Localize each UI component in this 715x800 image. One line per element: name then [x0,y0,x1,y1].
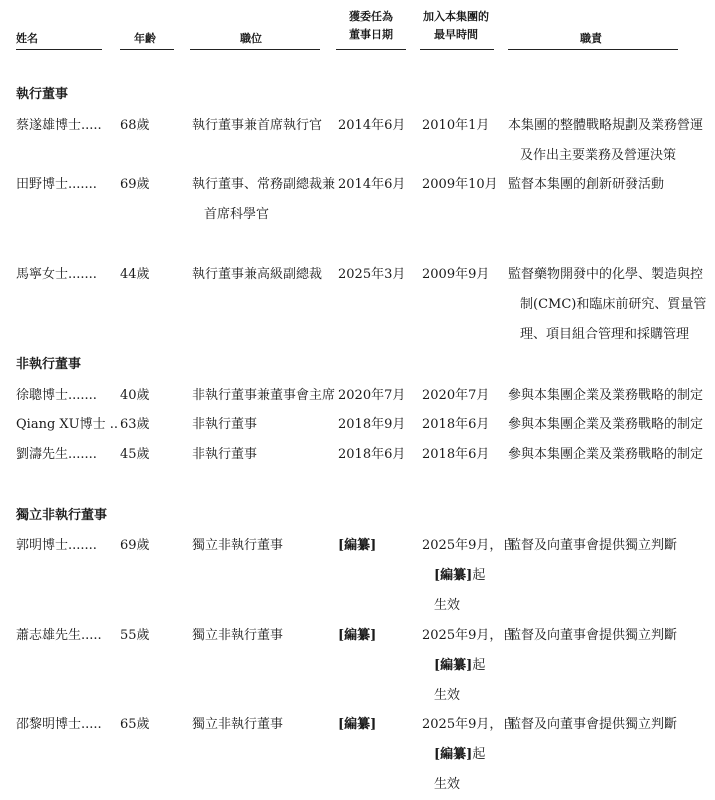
cell-duties [508,531,677,561]
header-underline-appointment [336,49,406,50]
cell-age [120,710,150,740]
cell-age-line: 55歲 [120,628,150,643]
header-underline-position [190,49,320,50]
cell-duties [508,111,703,171]
cell-join [422,440,489,470]
cell-duties-line: 參與本集團企業及業務戰略的制定 [508,447,704,462]
header-underline-name [16,49,102,50]
cell-duties [508,381,703,411]
cell-appoint [338,410,405,440]
header-age: 年齡 [134,32,156,45]
cell-name [16,410,118,440]
header-appointment-date [338,8,404,44]
header-position: 職位 [240,32,262,45]
cell-appoint-line: 2014年6月 [338,118,406,133]
cell-duties-line: 及作出主要業務及營運決策 [520,148,677,163]
cell-name-line: 劉濤先生....... [16,447,97,462]
cell-join-line: 2009年10月 [422,177,498,192]
cell-appoint [338,260,405,290]
cell-position-line: 獨立非執行董事 [192,628,284,643]
header-join-date-line2: 最早時間 [434,28,478,41]
cell-position [192,381,335,411]
cell-name [16,381,97,411]
cell-name-line: 邵黎明博士..... [16,717,102,732]
cell-duties [508,260,706,350]
header-underline-join [420,49,494,50]
cell-position [192,170,335,230]
cell-join-line: [編纂]起 [434,658,486,673]
header-name: 姓名 [16,32,38,45]
cell-position-line: 執行董事、常務副總裁兼 [192,177,336,192]
cell-join-line: 2025年9月，自 [422,717,516,732]
cell-position [192,410,257,440]
cell-join [422,621,515,711]
cell-age-line: 69歲 [120,177,150,192]
cell-name [16,440,97,470]
cell-duties [508,621,677,651]
cell-join-line: 2010年1月 [422,118,490,133]
cell-position [192,621,283,651]
cell-join [422,381,489,411]
cell-age [120,381,150,411]
cell-name [16,170,97,200]
cell-appoint [338,621,376,651]
cell-duties [508,410,703,440]
cell-appoint [338,381,405,411]
cell-age-line: 68歲 [120,118,150,133]
header-appointment-date-line1: 獲委任為 [349,10,393,23]
cell-name-line: 郭明博士....... [16,538,97,553]
header-join-date-line1: 加入本集團的 [423,10,489,23]
cell-age [120,531,150,561]
redacted-text: [編纂] [434,568,473,583]
cell-appoint [338,440,405,470]
cell-position-line: 獨立非執行董事 [192,717,284,732]
cell-age-line: 65歲 [120,717,150,732]
cell-name [16,531,97,561]
cell-position-line: 獨立非執行董事 [192,538,284,553]
cell-join-line: [編纂]起 [434,747,486,762]
redacted-text: [編纂] [338,628,377,643]
header-appointment-date-line2: 董事日期 [349,28,393,41]
header-underline-duties [508,49,678,50]
cell-duties-line: 參與本集團企業及業務戰略的制定 [508,417,704,432]
section-title-independent: 獨立非執行董事 [16,508,108,523]
cell-duties-line: 監督及向董事會提供獨立判斷 [508,717,678,732]
cell-join-line: 生效 [434,777,461,792]
cell-join [422,111,489,141]
cell-join-line: 2009年9月 [422,267,490,282]
cell-name-line: 徐聰博士....... [16,388,97,403]
cell-appoint [338,710,376,740]
cell-join-line: 2025年9月，自 [422,628,516,643]
cell-position-line: 執行董事兼高級副總裁 [192,267,323,282]
cell-appoint [338,531,376,561]
cell-position-line: 首席科學官 [204,207,270,222]
header-underline-age [120,49,174,50]
cell-age-line: 44歲 [120,267,150,282]
cell-age [120,410,150,440]
cell-join-line: 2020年7月 [422,388,490,403]
cell-position [192,260,322,290]
cell-appoint [338,170,405,200]
cell-position-line: 非執行董事 [192,447,258,462]
cell-position [192,440,257,470]
cell-appoint-line [338,710,376,740]
cell-appoint-line: 2020年7月 [338,388,406,403]
cell-age [120,440,150,470]
cell-age-line: 45歲 [120,447,150,462]
redacted-text: [編纂] [338,538,377,553]
cell-position [192,111,322,141]
cell-age [120,111,150,141]
cell-name-line: 田野博士....... [16,177,97,192]
cell-name-line: 蕭志雄先生..... [16,628,102,643]
cell-position-line: 執行董事兼首席執行官 [192,118,323,133]
cell-appoint-line [338,621,376,651]
cell-appoint-line: 2018年9月 [338,417,406,432]
cell-join [422,260,489,290]
cell-name-line: 蔡遂雄博士..... [16,118,102,133]
cell-age-line: 63歲 [120,417,150,432]
cell-position [192,710,283,740]
cell-appoint-line: 2018年6月 [338,447,406,462]
cell-name [16,710,102,740]
cell-position-line: 非執行董事兼董事會主席 [192,388,336,403]
cell-duties [508,170,664,200]
cell-appoint-line [338,531,376,561]
cell-duties-line: 制(CMC)和臨床前研究、質量管 [520,297,707,312]
cell-name [16,260,97,290]
cell-duties-line: 監督本集團的創新研發活動 [508,177,665,192]
redacted-text: [編纂] [434,658,473,673]
cell-duties-line: 理、項目組合管理和採購管理 [520,327,690,342]
cell-position-line: 非執行董事 [192,417,258,432]
cell-join-line: [編纂]起 [434,568,486,583]
cell-join [422,531,515,621]
cell-join [422,410,489,440]
cell-duties-line: 監督藥物開發中的化學、製造與控 [508,267,704,282]
cell-appoint-line: 2014年6月 [338,177,406,192]
cell-name-line: 馬寧女士....... [16,267,97,282]
cell-join-line: 生效 [434,688,461,703]
cell-name [16,111,102,141]
cell-appoint-line: 2025年3月 [338,267,406,282]
cell-duties [508,710,677,740]
cell-duties-line: 監督及向董事會提供獨立判斷 [508,538,678,553]
section-title-executive: 執行董事 [16,87,69,102]
redacted-text: [編纂] [338,717,377,732]
cell-name-line: Qiang XU博士 .. [16,417,119,432]
section-title-non-executive: 非執行董事 [16,357,82,372]
cell-appoint [338,111,405,141]
cell-age-line: 69歲 [120,538,150,553]
cell-age [120,170,150,200]
redacted-text: [編纂] [434,747,473,762]
cell-age [120,621,150,651]
cell-duties-line: 監督及向董事會提供獨立判斷 [508,628,678,643]
cell-duties-line: 參與本集團企業及業務戰略的制定 [508,388,704,403]
cell-join [422,170,498,200]
cell-join-line: 2025年9月，自 [422,538,516,553]
cell-position [192,531,283,561]
header-duties: 職責 [580,32,602,45]
header-join-date [420,8,492,44]
cell-name [16,621,102,651]
cell-duties-line: 本集團的整體戰略規劃及業務營運 [508,118,704,133]
cell-join-line: 生效 [434,598,461,613]
cell-join [422,710,515,800]
cell-duties [508,440,703,470]
cell-join-line: 2018年6月 [422,447,490,462]
cell-age-line: 40歲 [120,388,150,403]
cell-age [120,260,150,290]
cell-join-line: 2018年6月 [422,417,490,432]
